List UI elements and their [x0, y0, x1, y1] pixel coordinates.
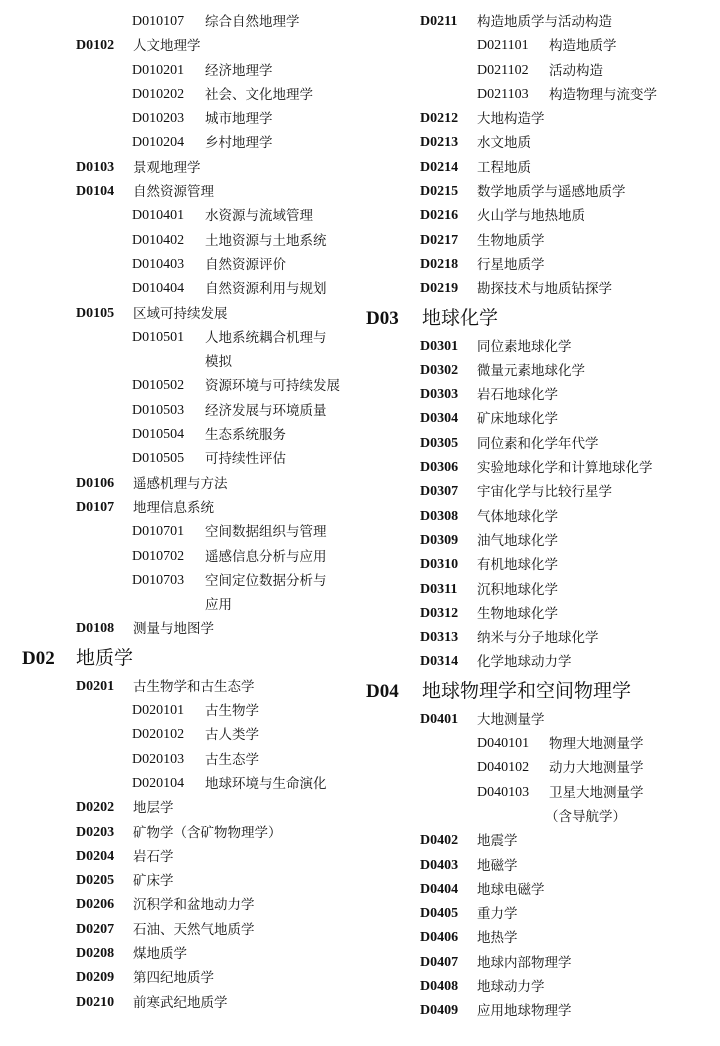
entry-code: D0213	[420, 135, 459, 151]
entry-name: 乡村地理学	[205, 135, 273, 152]
entry-name: 自然资源管理	[133, 184, 214, 201]
subject-entry	[0, 821, 360, 845]
entry-name: 地层学	[133, 800, 174, 817]
subject-entry	[0, 918, 360, 942]
subject-entry	[360, 253, 720, 277]
entry-code: D0310	[420, 557, 459, 573]
entry-name: 宇宙化学与比较行星学	[477, 484, 612, 501]
entry-continuation	[360, 805, 720, 829]
subject-entry	[360, 480, 720, 504]
subfield-entry	[0, 83, 360, 107]
entry-code: D010202	[132, 86, 185, 102]
subject-entry	[360, 650, 720, 674]
entry-name: 行星地质学	[477, 256, 545, 273]
entry-name: 地热学	[477, 930, 518, 947]
entry-code: D0208	[76, 945, 115, 961]
entry-name: 空间数据组织与管理	[205, 524, 327, 541]
subject-entry	[360, 432, 720, 456]
entry-name: 矿床学	[133, 873, 174, 890]
entry-name: 大地构造学	[477, 111, 545, 128]
entry-code: D0107	[76, 499, 115, 515]
entry-name: 古生态学	[205, 751, 259, 768]
entry-name: 地球电磁学	[477, 881, 545, 898]
entry-name: 煤地质学	[133, 945, 187, 962]
entry-name: 社会、文化地理学	[205, 86, 313, 103]
entry-code: D0212	[420, 111, 459, 127]
entry-code: D0209	[76, 970, 115, 986]
entry-code: D0304	[420, 411, 459, 427]
entry-code: D0305	[420, 435, 459, 451]
subject-entry	[0, 617, 360, 641]
entry-code: D0401	[420, 711, 459, 727]
entry-name: 岩石学	[133, 848, 174, 865]
entry-code: D010204	[132, 135, 185, 151]
entry-code: D010505	[132, 451, 185, 467]
entry-name: 经济发展与环境质量	[205, 402, 327, 419]
entry-code: D010701	[132, 524, 185, 540]
subfield-entry	[0, 545, 360, 569]
entry-name: 模拟	[205, 354, 232, 371]
entry-code: D0105	[76, 305, 115, 321]
entry-continuation	[0, 593, 360, 617]
entry-name: 前寒武纪地质学	[133, 994, 228, 1011]
entry-name: 地球动力学	[477, 978, 545, 995]
subject-entry	[0, 156, 360, 180]
entry-code: D020101	[132, 703, 185, 719]
subfield-entry	[0, 772, 360, 796]
entry-name: 应用	[205, 597, 232, 614]
entry-name: 勘探技术与地质钻探学	[477, 281, 612, 298]
entry-code: D010201	[132, 62, 185, 78]
entry-code: D010503	[132, 402, 185, 418]
subfield-entry	[0, 204, 360, 228]
subfield-entry	[360, 59, 720, 83]
entry-code: D0218	[420, 256, 459, 272]
entry-name: 遥感机理与方法	[133, 475, 228, 492]
entry-name: 土地资源与土地系统	[205, 232, 327, 249]
entry-name: 地球环境与生命演化	[205, 775, 327, 792]
subject-entry	[0, 942, 360, 966]
entry-code: D010401	[132, 208, 185, 224]
entry-name: 数学地质学与遥感地质学	[477, 184, 626, 201]
entry-name: 应用地球物理学	[477, 1003, 572, 1020]
subject-entry	[360, 335, 720, 359]
subject-entry	[360, 999, 720, 1023]
subfield-entry	[0, 423, 360, 447]
entry-code: D0309	[420, 532, 459, 548]
entry-name: 矿床地球化学	[477, 411, 558, 428]
entry-name: 大地测量学	[477, 711, 545, 728]
subject-entry	[360, 156, 720, 180]
section-heading	[360, 302, 720, 335]
entry-name: 遥感信息分析与应用	[205, 548, 327, 565]
entry-code: D0210	[76, 994, 115, 1010]
entry-code: D0313	[420, 630, 459, 646]
entry-name: 经济地理学	[205, 62, 273, 79]
entry-code: D0307	[420, 484, 459, 500]
subject-entry	[360, 107, 720, 131]
entry-code: D0216	[420, 208, 459, 224]
entry-code: D0308	[420, 508, 459, 524]
entry-code: D010703	[132, 572, 185, 588]
subject-entry	[360, 229, 720, 253]
subject-entry	[360, 602, 720, 626]
entry-name: 地球内部物理学	[477, 954, 572, 971]
subfield-entry	[360, 781, 720, 805]
right-column	[360, 10, 720, 1024]
entry-name: 卫星大地测量学	[549, 784, 644, 801]
entry-code: D021102	[477, 62, 529, 78]
subject-entry	[0, 845, 360, 869]
subfield-entry	[360, 756, 720, 780]
entry-name: 地质学	[76, 646, 134, 669]
subfield-entry	[0, 520, 360, 544]
entry-name: 重力学	[477, 906, 518, 923]
entry-name: 石油、天然气地质学	[133, 921, 255, 938]
entry-code: D0314	[420, 654, 459, 670]
entry-code: D010502	[132, 378, 185, 394]
subject-entry	[360, 131, 720, 155]
entry-name: 沉积地球化学	[477, 581, 558, 598]
entry-code: D0207	[76, 921, 115, 937]
entry-code: D0312	[420, 605, 459, 621]
entry-name: 自然资源评价	[205, 256, 286, 273]
entry-code: D0303	[420, 387, 459, 403]
subject-entry	[0, 869, 360, 893]
subfield-entry	[0, 10, 360, 34]
entry-name: 资源环境与可持续发展	[205, 378, 340, 395]
entry-name: 动力大地测量学	[549, 760, 644, 777]
entry-code: D04	[366, 680, 399, 702]
entry-name: 实验地球化学和计算地球化学	[477, 460, 653, 477]
entry-code: D0211	[420, 14, 458, 29]
entry-code: D0219	[420, 281, 459, 297]
subject-entry	[360, 829, 720, 853]
entry-name: 测量与地图学	[133, 621, 214, 638]
subfield-entry	[360, 732, 720, 756]
entry-code: D0306	[420, 460, 459, 476]
entry-name: 化学地球动力学	[477, 654, 572, 671]
entry-code: D0301	[420, 338, 459, 354]
entry-name: 景观地理学	[133, 159, 201, 176]
entry-code: D010402	[132, 232, 185, 248]
subject-entry	[360, 951, 720, 975]
subject-entry	[0, 966, 360, 990]
entry-name: 地球化学	[422, 306, 499, 329]
entry-name: 气体地球化学	[477, 508, 558, 525]
entry-code: D0217	[420, 232, 459, 248]
entry-name: 同位素地球化学	[477, 338, 572, 355]
entry-code: D010107	[132, 14, 185, 29]
entry-name: 第四纪地质学	[133, 970, 214, 987]
subfield-entry	[0, 59, 360, 83]
entry-code: D010203	[132, 111, 185, 127]
left-column	[0, 10, 360, 1015]
entry-code: D0201	[76, 678, 115, 694]
subject-entry	[0, 496, 360, 520]
entry-code: D02	[22, 647, 55, 669]
subject-entry	[360, 529, 720, 553]
entry-code: D020102	[132, 727, 185, 743]
subfield-entry	[0, 253, 360, 277]
subfield-entry	[0, 229, 360, 253]
entry-name: 地震学	[477, 833, 518, 850]
entry-code: D0203	[76, 824, 115, 840]
subject-entry	[360, 456, 720, 480]
subfield-entry	[0, 399, 360, 423]
subfield-entry	[360, 34, 720, 58]
entry-code: D0302	[420, 362, 459, 378]
entry-name: 物理大地测量学	[549, 736, 644, 753]
subject-entry	[0, 893, 360, 917]
entry-name: 可持续性评估	[205, 451, 286, 468]
subject-entry	[360, 277, 720, 301]
entry-name: 地磁学	[477, 857, 518, 874]
entry-name: 人文地理学	[133, 38, 201, 55]
entry-name: 构造地质学	[549, 38, 617, 55]
entry-name: 生物地质学	[477, 232, 545, 249]
entry-name: 构造地质学与活动构造	[477, 14, 612, 30]
entry-name: 地球物理学和空间物理学	[422, 679, 632, 702]
entry-code: D010702	[132, 548, 185, 564]
subfield-entry	[0, 723, 360, 747]
section-heading	[0, 642, 360, 675]
entry-code: D0206	[76, 897, 115, 913]
subfield-entry	[0, 107, 360, 131]
subject-entry	[360, 708, 720, 732]
subject-entry	[360, 975, 720, 999]
subfield-entry	[0, 131, 360, 155]
entry-name: 区域可持续发展	[133, 305, 228, 322]
entry-name: 岩石地球化学	[477, 387, 558, 404]
entry-name: 人地系统耦合机理与	[205, 329, 327, 346]
entry-code: D0408	[420, 978, 459, 994]
entry-code: D0409	[420, 1003, 459, 1019]
subject-entry	[360, 626, 720, 650]
entry-code: D03	[366, 307, 399, 329]
subfield-entry	[0, 277, 360, 301]
entry-name: 生态系统服务	[205, 427, 286, 444]
entry-code: D0106	[76, 475, 115, 491]
entry-name: 空间定位数据分析与	[205, 572, 327, 589]
subject-entry	[0, 180, 360, 204]
entry-code: D021103	[477, 86, 529, 102]
entry-code: D0104	[76, 184, 115, 200]
subject-entry	[360, 505, 720, 529]
subject-entry	[360, 10, 720, 34]
subject-entry	[0, 472, 360, 496]
entry-name: 地理信息系统	[133, 499, 214, 516]
entry-code: D0407	[420, 954, 459, 970]
entry-name: 工程地质	[477, 159, 531, 176]
entry-code: D010403	[132, 256, 185, 272]
entry-name: 水资源与流域管理	[205, 208, 313, 225]
subject-entry	[360, 578, 720, 602]
entry-code: D0311	[420, 581, 458, 597]
entry-code: D0108	[76, 621, 115, 637]
subfield-entry	[0, 569, 360, 593]
entry-code: D0403	[420, 857, 459, 873]
subject-entry	[360, 926, 720, 950]
entry-name: 生物地球化学	[477, 605, 558, 622]
entry-name: 矿物学（含矿物物理学）	[133, 824, 282, 841]
subfield-entry	[0, 326, 360, 350]
entry-code: D0103	[76, 159, 115, 175]
entry-code: D0204	[76, 848, 115, 864]
entry-code: D0202	[76, 800, 115, 816]
entry-code: D021101	[477, 38, 529, 54]
subject-entry	[0, 991, 360, 1015]
subject-entry	[360, 383, 720, 407]
entry-name: 沉积学和盆地动力学	[133, 897, 255, 914]
entry-code: D040101	[477, 736, 530, 752]
entry-name: 自然资源利用与规划	[205, 281, 327, 298]
subfield-entry	[0, 447, 360, 471]
entry-code: D0102	[76, 38, 115, 54]
entry-name: 水文地质	[477, 135, 531, 152]
entry-code: D010404	[132, 281, 185, 297]
entry-name: 古人类学	[205, 727, 259, 744]
entry-code: D010504	[132, 427, 185, 443]
entry-code: D040103	[477, 784, 530, 800]
subject-entry	[360, 204, 720, 228]
entry-name: 油气地球化学	[477, 532, 558, 549]
entry-name: 微量元素地球化学	[477, 362, 585, 379]
entry-code: D0402	[420, 833, 459, 849]
entry-continuation	[0, 350, 360, 374]
subject-entry	[0, 675, 360, 699]
subject-entry	[360, 407, 720, 431]
entry-code: D0405	[420, 906, 459, 922]
entry-code: D0205	[76, 873, 115, 889]
entry-name: （含导航学）	[545, 808, 626, 825]
entry-name: 古生物学和古生态学	[133, 678, 255, 695]
subject-entry	[0, 302, 360, 326]
entry-code: D0215	[420, 184, 459, 200]
entry-code: D0406	[420, 930, 459, 946]
entry-name: 有机地球化学	[477, 557, 558, 574]
entry-name: 古生物学	[205, 703, 259, 720]
section-heading	[360, 675, 720, 708]
entry-name: 活动构造	[549, 62, 603, 79]
entry-code: D010501	[132, 329, 185, 345]
entry-code: D020104	[132, 775, 185, 791]
entry-code: D0214	[420, 159, 459, 175]
entry-name: 城市地理学	[205, 111, 273, 128]
entry-code: D0404	[420, 881, 459, 897]
subfield-entry	[0, 699, 360, 723]
entry-code: D020103	[132, 751, 185, 767]
entry-name: 综合自然地理学	[205, 14, 300, 30]
subject-entry	[360, 878, 720, 902]
subject-entry	[360, 902, 720, 926]
subject-entry	[0, 34, 360, 58]
entry-code: D040102	[477, 760, 530, 776]
subject-entry	[360, 854, 720, 878]
subject-entry	[360, 553, 720, 577]
entry-name: 同位素和化学年代学	[477, 435, 599, 452]
subject-entry	[0, 796, 360, 820]
entry-name: 纳米与分子地球化学	[477, 630, 599, 647]
entry-name: 火山学与地热地质	[477, 208, 585, 225]
entry-name: 构造物理与流变学	[549, 86, 657, 103]
subfield-entry	[0, 374, 360, 398]
subfield-entry	[0, 748, 360, 772]
subfield-entry	[360, 83, 720, 107]
subject-entry	[360, 180, 720, 204]
subject-entry	[360, 359, 720, 383]
